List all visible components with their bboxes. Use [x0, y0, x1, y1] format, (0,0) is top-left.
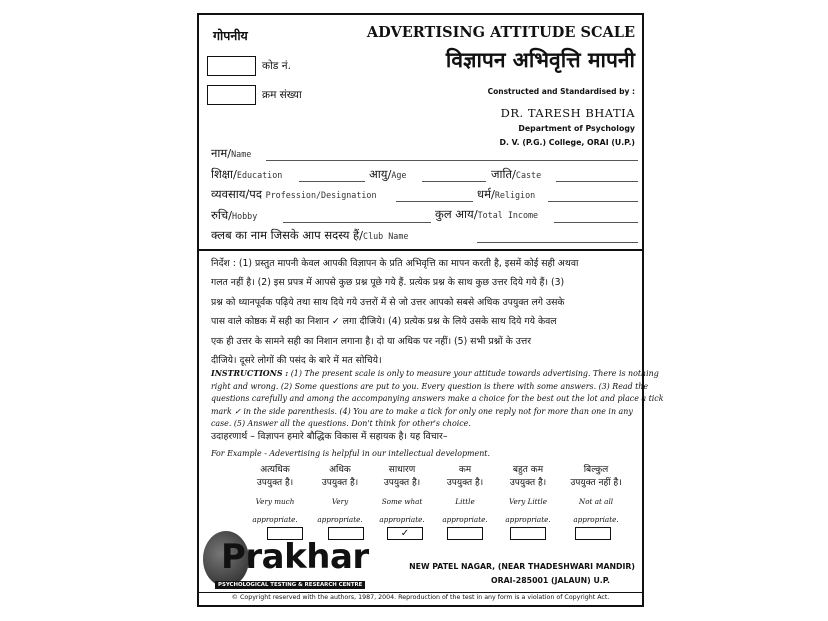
checkbox-not-at-all[interactable] — [575, 527, 611, 540]
brand-subtitle: PSYCHOLOGICAL TESTING & RESEARCH CENTRE — [215, 581, 365, 589]
code-label: कोड नं. — [262, 60, 291, 72]
choice-not-at-all: बिल्कुल उपयुक्त नहीं है। Not at all appropriate. — [570, 465, 622, 524]
income-field[interactable] — [554, 222, 638, 223]
title-hindi: विज्ञापन अभिवृत्ति मापनी — [445, 48, 635, 72]
divider — [199, 249, 642, 251]
name-label: नाम/Name — [211, 146, 252, 160]
profession-field[interactable] — [396, 201, 473, 202]
education-field[interactable] — [299, 181, 365, 182]
instructions-hindi: निर्देश : (1) प्रस्तुत मापनी केवल आपकी विज्ञापन के प्रति अभिवृत्ति का मापन करती है, इसमें कोई सही अथवा गलत नहीं है। (2) इस प्रपत्र में आपसे कुछ प्रश्न पूछे गये हैं. प्रत्येक प्रश्न के साथ कुछ उत्तर दिये गये हैं। (3) प्रश्न को ध्यानपूर्वक पढ़िये तथा साथ दिये गये उत्तरों में से जो उत्तर आपको सबसे अधिक उपयुक्त लगे उसके पास वाले कोष्ठक में सही का निशान ✓ लगा दीजिये। (4) प्रत्येक प्रश्न के लिये उसके साथ दिये गये केवल एक ही उत्तर के सामने सही का निशान लगाना है। दो या अधिक पर नहीं। (5) सभी प्रश्नों के उत्तर दीजिये। दूसरे लोगों की पसंद के बारे में मत सोचिये। — [211, 258, 579, 367]
choice-little: कम उपयुक्त है। Little appropriate. — [442, 465, 488, 524]
age-field[interactable] — [422, 181, 486, 182]
serial-label: क्रम संख्या — [262, 89, 302, 101]
club-field[interactable] — [477, 242, 638, 243]
income-label: कुल आय/Total Income — [435, 207, 539, 221]
hobby-field[interactable] — [283, 222, 431, 223]
hobby-label: रुचि/Hobby — [211, 208, 258, 222]
brand-name: Prakhar — [221, 537, 369, 577]
caste-field[interactable] — [556, 181, 638, 182]
copyright: © Copyright reserved with the authors, 1987, 2004. Reproduction of the test in any form is a violation of Copyright Act. — [199, 592, 642, 601]
club-label: क्लब का नाम जिसके आप सदस्य हैं/Club Name — [211, 228, 409, 242]
constructed-by: Constructed and Standardised by : — [487, 87, 635, 96]
code-box[interactable] — [207, 56, 256, 76]
caste-label: जाति/Caste — [491, 167, 542, 181]
choice-very-much: अत्यधिक उपयुक्त है। Very much appropriate. — [252, 465, 298, 524]
age-label: आयु/Age — [369, 167, 407, 181]
education-label: शिक्षा/Education — [211, 167, 283, 181]
confidential-label: गोपनीय — [213, 28, 248, 43]
department: Department of Psychology — [518, 124, 635, 133]
choice-very-little: बहुत कम उपयुक्त है। Very Little appropriate. — [505, 465, 551, 524]
choice-some-what: साधारण उपयुक्त है। Some what appropriate. — [379, 465, 425, 524]
example-english: For Example - Adevertising is helpful in our intellectual development. — [211, 449, 490, 458]
checkbox-very-little[interactable] — [510, 527, 546, 540]
college: D. V. (P.G.) College, ORAI (U.P.) — [499, 138, 635, 147]
author-name: DR. TARESH BHATIA — [500, 106, 635, 120]
religion-field[interactable] — [548, 201, 638, 202]
address-line-1: NEW PATEL NAGAR, (NEAR THADESHWARI MANDIR) — [409, 562, 635, 571]
choice-very: अधिक उपयुक्त है। Very appropriate. — [317, 465, 363, 524]
checkbox-little[interactable] — [447, 527, 483, 540]
example-hindi: उदाहरणार्थ – विज्ञापन हमारे बौद्धिक विकास में सहायक है। यह विचार– — [211, 431, 448, 442]
checkbox-some-what[interactable]: ✓ — [387, 527, 423, 540]
form-frame — [197, 13, 664, 607]
profession-label: व्यवसाय/पद Profession/Designation — [211, 187, 377, 201]
address-line-2: ORAI-285001 (JALAUN) U.P. — [490, 576, 610, 585]
religion-label: धर्म/Religion — [477, 187, 536, 201]
prakhar-logo — [203, 529, 385, 593]
serial-box[interactable] — [207, 85, 256, 105]
title-english: ADVERTISING ATTITUDE SCALE — [366, 24, 635, 41]
name-field[interactable] — [266, 160, 638, 161]
instructions-english: INSTRUCTIONS : (1) The present scale is only to measure your attitude towards advertising. There is nothing right and wrong. (2) Some questions are put to you. Every question is there with some answers. (3) Read the questions carefully and among the accompanying answers make a choice for the best out the lot and place a tick mark ✓ in the side parenthesis. (4) You are to make a tick for only one reply not for more than one in any case. (5) Answer all the questions. Don't think for other's choice. — [211, 369, 664, 429]
